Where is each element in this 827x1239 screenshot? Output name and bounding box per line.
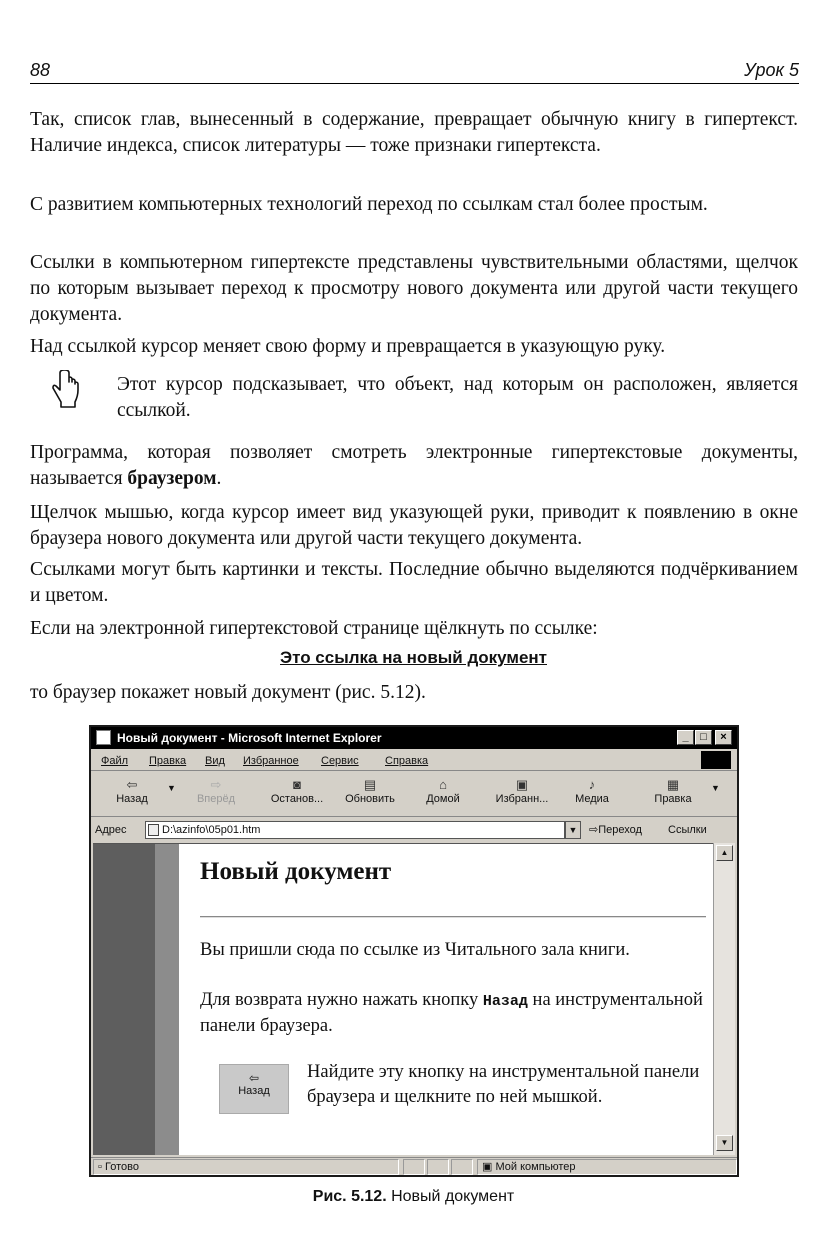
status-text: ▫ Готово — [93, 1159, 399, 1175]
close-icon[interactable]: × — [715, 730, 732, 745]
menu-file[interactable]: Файл — [101, 755, 129, 767]
menu-view[interactable]: Вид — [205, 755, 225, 767]
paragraph-9: то браузер покажет новый документ (рис. 5.12). — [30, 682, 426, 703]
menu-edit[interactable]: Правка — [149, 755, 187, 767]
hand-cursor-icon — [50, 370, 80, 410]
figure-caption: Рис. 5.12. Новый документ — [312, 1188, 515, 1205]
zone-indicator: ▣ Мой компьютер — [477, 1159, 737, 1175]
stop-button[interactable]: ◙ Останов... — [265, 777, 329, 805]
page-viewport — [93, 843, 713, 1155]
chapter-title: Урок 5 — [744, 60, 799, 80]
vertical-scrollbar[interactable] — [713, 843, 735, 1155]
browser-window — [89, 725, 739, 1177]
go-arrow-icon: ⇨ — [589, 824, 599, 836]
back-dropdown-icon[interactable]: ▼ — [167, 783, 176, 793]
favorites-icon: ▣ — [515, 777, 529, 792]
refresh-icon: ▤ — [363, 777, 377, 792]
dark-side-strip — [93, 844, 155, 1155]
ie-document-icon — [96, 730, 111, 745]
back-button-illustration: ⇦ Назад — [219, 1064, 289, 1114]
toolbar — [91, 773, 737, 817]
document-paragraph-1: Вы пришли сюда по ссылке из Читального зала книги. — [200, 940, 630, 960]
forward-button[interactable]: ⇨ Вперёд — [189, 777, 243, 805]
paragraph-3: Ссылки в компьютерном гипертексте представлены чувствительными областями, щелчок по которым вызывает переход к просмотру нового документа или другой части текущего документа. — [30, 252, 798, 325]
scroll-down-icon[interactable]: ▼ — [716, 1135, 733, 1151]
window-title: Новый документ - Microsoft Internet Explorer — [117, 731, 382, 745]
paragraph-5: Программа, которая позволяет смотреть электронные гипертекстовые документы, называется браузером. — [30, 442, 798, 489]
menu-favorites[interactable]: Избранное — [243, 755, 299, 767]
edit-icon: ▦ — [666, 777, 680, 792]
back-arrow-icon: ⇦ — [248, 1071, 260, 1085]
page-status-icon: ▫ — [98, 1161, 102, 1173]
term-browser: браузером — [127, 468, 217, 489]
menu-bar — [91, 751, 737, 771]
status-pane-1 — [403, 1159, 425, 1175]
address-input[interactable]: D:\azinfo\05p01.htm — [145, 821, 565, 839]
running-header — [30, 58, 799, 84]
home-icon: ⌂ — [439, 777, 447, 792]
document-paragraph-3: Найдите эту кнопку на инструментальной панели браузера и щелкните по ней мышкой. — [307, 1062, 700, 1107]
light-side-strip — [155, 844, 179, 1155]
cursor-note: Этот курсор подсказывает, что объект, над которым он расположен, является ссылкой. — [117, 374, 798, 421]
document-heading: Новый документ — [200, 858, 392, 885]
paragraph-8: Если на электронной гипертекстовой странице щёлкнуть по ссылке: — [30, 618, 598, 639]
document-paragraph-2: Для возврата нужно нажать кнопку Назад на инструментальной панели браузера. — [200, 990, 703, 1036]
stop-icon: ◙ — [293, 777, 301, 792]
demo-hyperlink[interactable]: Это ссылка на новый документ — [280, 648, 547, 667]
status-pane-3 — [451, 1159, 473, 1175]
menu-tools[interactable]: Сервис — [321, 755, 359, 767]
address-bar — [91, 819, 737, 841]
edit-button[interactable]: ▦ Правка — [645, 777, 701, 805]
page-number: 88 — [30, 60, 51, 80]
document-divider — [200, 916, 706, 918]
maximize-icon[interactable]: □ — [695, 730, 712, 745]
paragraph-4: Над ссылкой курсор меняет свою форму и превращается в указующую руку. — [30, 336, 666, 357]
media-icon: ♪ — [588, 777, 596, 792]
scroll-up-icon[interactable]: ▲ — [716, 845, 733, 861]
media-button[interactable]: ♪ Медиа — [567, 777, 617, 805]
address-label: Адрес — [95, 824, 127, 836]
page-icon — [148, 824, 159, 836]
favorites-button[interactable]: ▣ Избранн... — [489, 777, 555, 805]
status-bar — [91, 1157, 737, 1175]
back-arrow-icon: ⇦ — [126, 777, 138, 792]
go-button[interactable]: ⇨Переход — [589, 824, 642, 836]
windows-logo-icon — [701, 751, 731, 769]
edit-dropdown-icon[interactable]: ▼ — [711, 783, 720, 793]
minimize-icon[interactable]: _ — [677, 730, 694, 745]
title-bar — [91, 727, 737, 749]
paragraph-6: Щелчок мышью, когда курсор имеет вид указующей руки, приводит к появлению в окне браузера нового документа или другой части текущего документа. — [30, 502, 798, 549]
forward-arrow-icon: ⇨ — [210, 777, 222, 792]
status-pane-2 — [427, 1159, 449, 1175]
paragraph-2: С развитием компьютерных технологий переход по ссылкам стал более простым. — [30, 194, 708, 215]
refresh-button[interactable]: ▤ Обновить — [337, 777, 403, 805]
address-dropdown-icon[interactable]: ▼ — [565, 821, 581, 839]
menu-help[interactable]: Справка — [385, 755, 429, 767]
links-button[interactable]: Ссылки — [668, 824, 707, 836]
home-button[interactable]: ⌂ Домой — [417, 777, 469, 805]
paragraph-7: Ссылками могут быть картинки и тексты. Последние обычно выделяются подчёркиванием и цветом. — [30, 559, 798, 606]
back-button[interactable]: ⇦ Назад — [107, 777, 157, 805]
paragraph-1: Так, список глав, вынесенный в содержание, превращает обычную книгу в гипертекст. Наличие индекса, список литературы — тоже признаки гипертекста. — [30, 109, 798, 156]
computer-icon: ▣ — [482, 1161, 493, 1173]
